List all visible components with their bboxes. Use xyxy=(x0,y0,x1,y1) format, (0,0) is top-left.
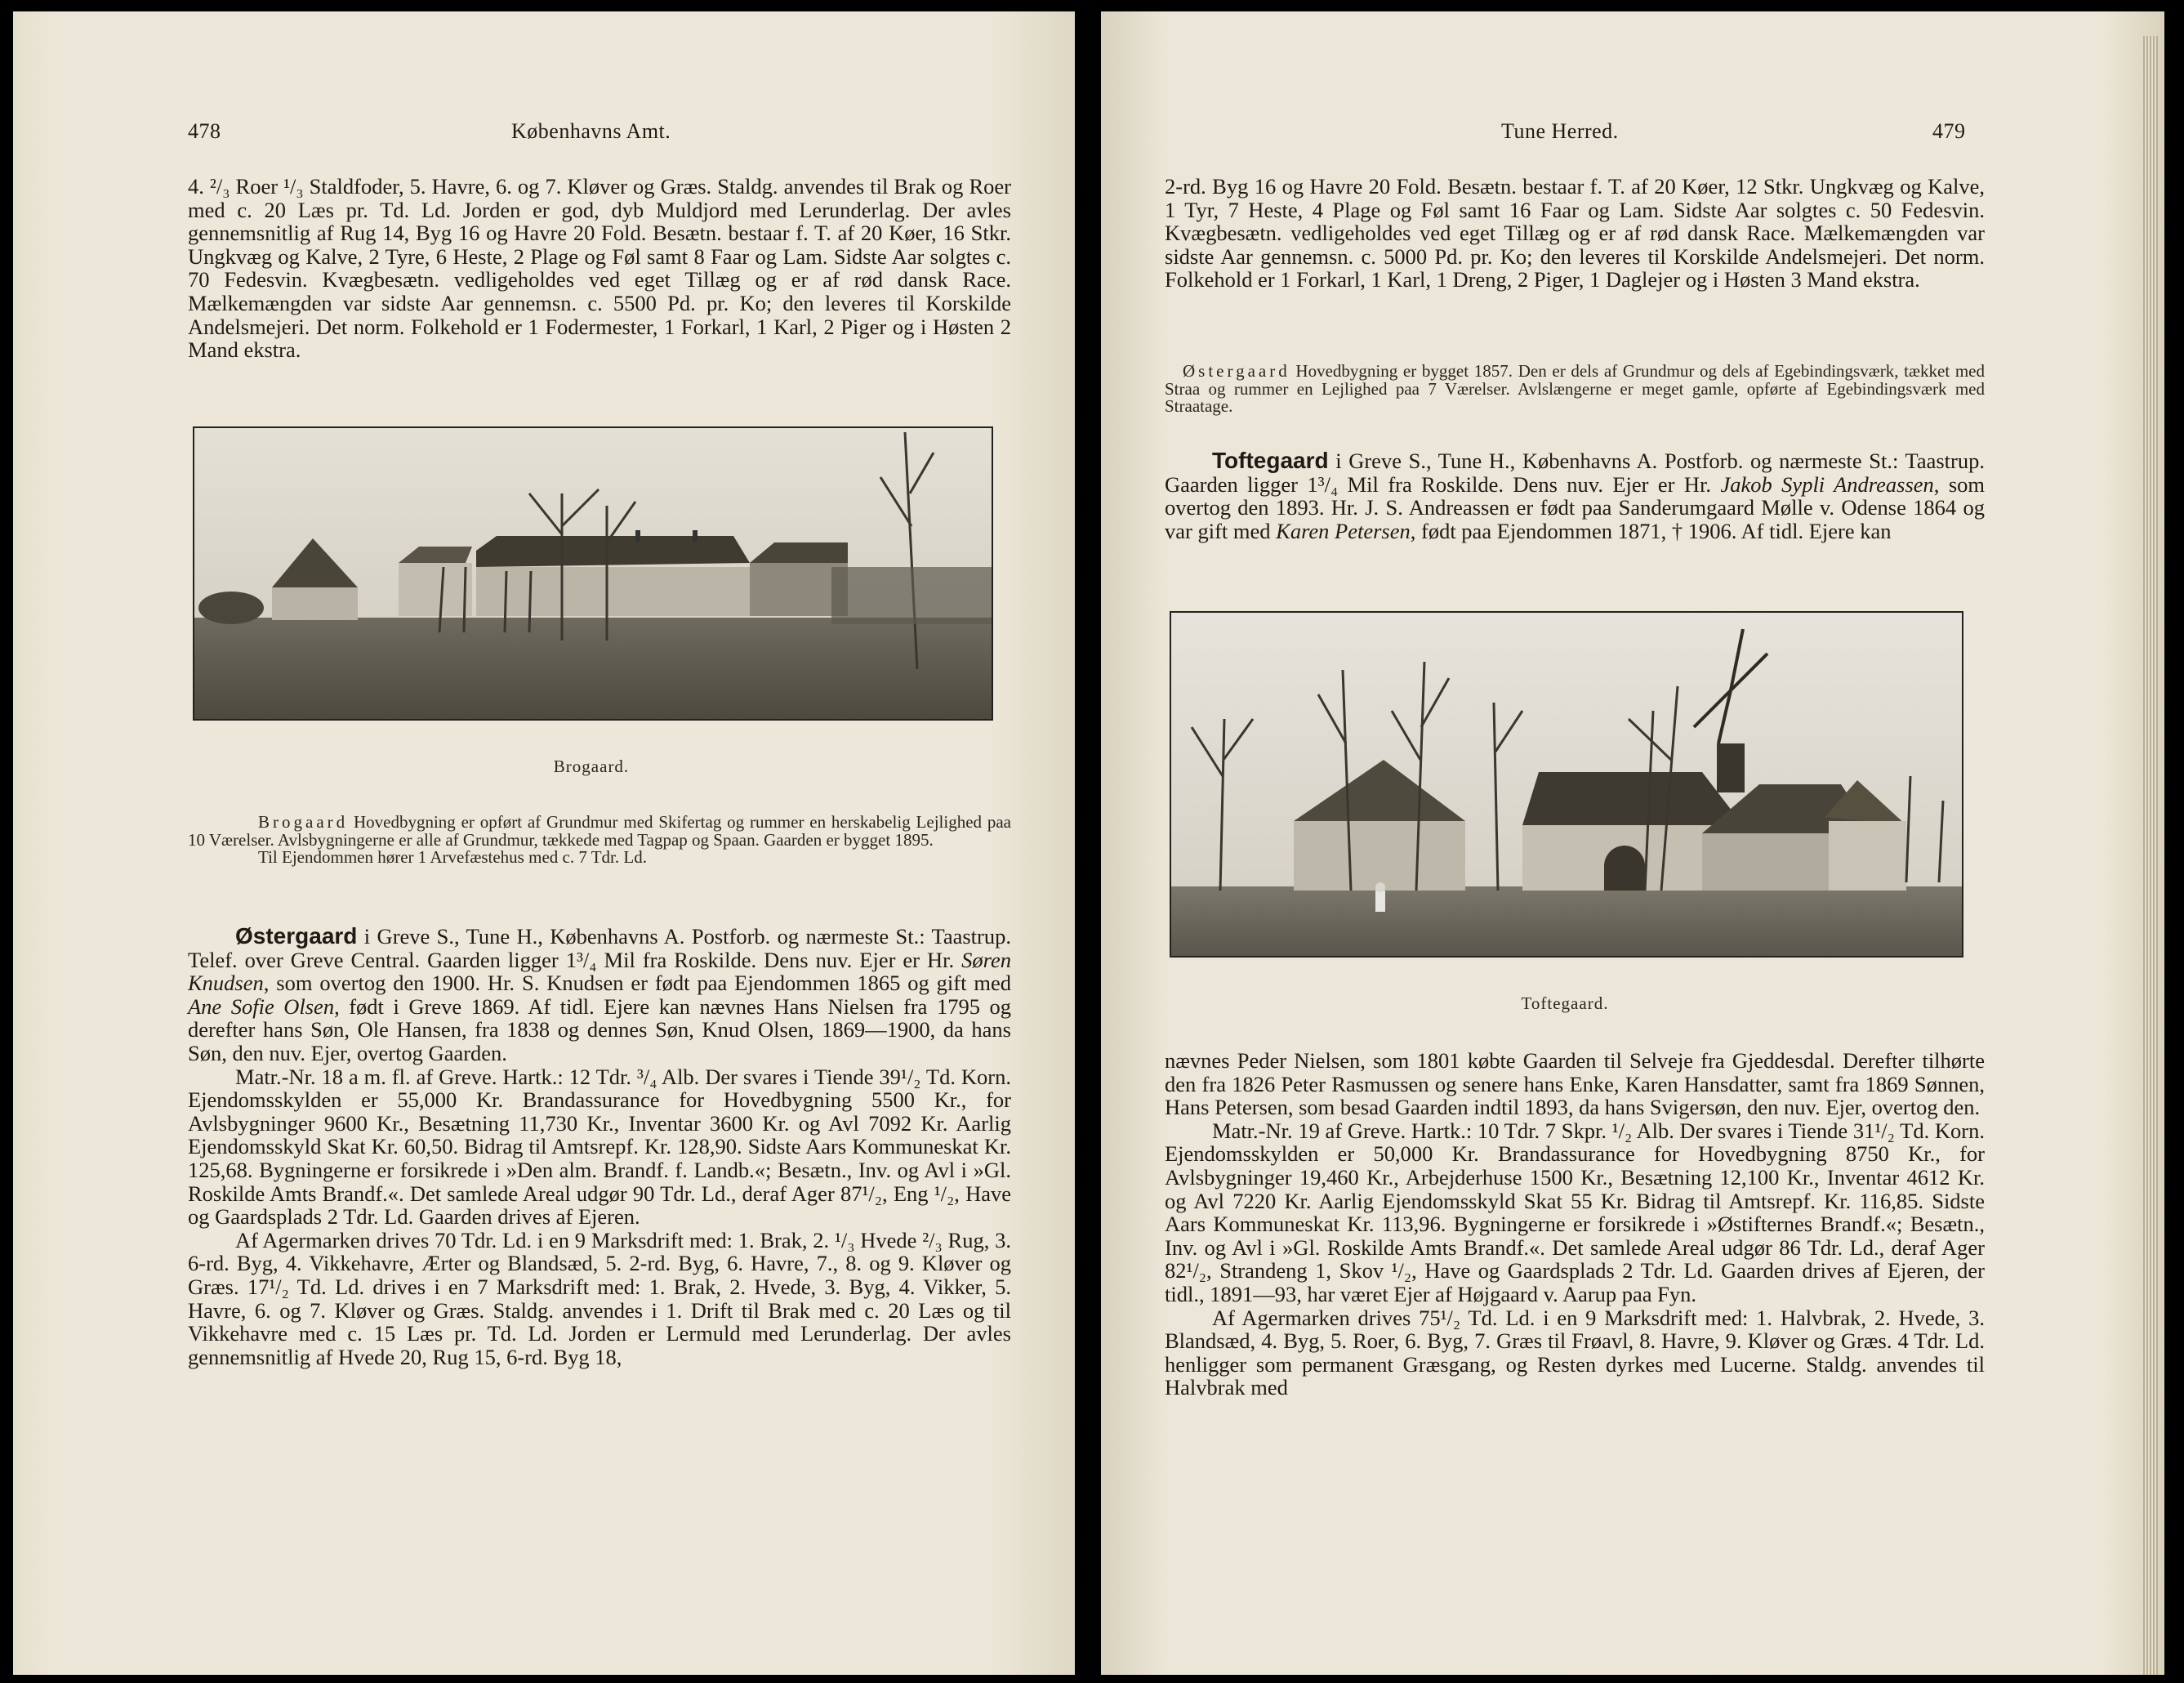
brogaard-photo xyxy=(193,426,993,721)
agermark-paragraph: Af Agermarken drives 70 Tdr. Ld. i en 9 Marksdrift med: 1. Brak, 2. ¹/₃ Hvede ²/₃ Rug, 3. 6-rd. Byg, 4. Vikkehavre, Ærter og Blandsæd, 5. 2-rd. Byg, 6. Havre, 7., 8. og 9. Kløver og Græs. 17¹/₂ Td. Ld. drives i en 7 Marksdrift med: 1. Brak, 2. Hvede, 3. Byg, 4. Vikker, 5. Havre, 6. og 7. Kløver og Græs. Staldg. anvendes i 1. Drift til Brak med c. 20 Læs og til Vikkehavre med c. 15 Læs pr. Td. Ld. Jorden er Lermuld med Lerunderlag. Der avles gennemsnitlig af Hvede 20, Rug 15, 6-rd. Byg 18, xyxy=(188,1227,1011,1369)
matr-paragraph: Matr.-Nr. 18 a m. fl. af Greve. Hartk.: 12 Tdr. ³/₄ Alb. Der svares i Tiende 39¹/₂ Td. Korn. Ejendomsskylden er 55,000 Kr. Brandassurance for Hovedbygning 5500 Kr., for Avlsbygninger 9600 Kr., Besætning 11,730 Kr., Inventar 3600 Kr. og Avl 7092 Kr. Aarlig Ejendomsskyld Skat Kr. 60,50. Bidrag til Amtsrepf. Kr. 128,90. Sidste Aars Kommuneskat Kr. 125,68. Bygningerne er forsikrede i »Den alm. Brandf. f. Landb.«; Besætn., Inv. og Avl i »Gl. Roskilde Amts Brandf.«. Det samlede Areal udgør 90 Tdr. Ld., deraf Ager 87¹/₂, Eng ¹/₂, Have og Gaardsplads 2 Tdr. Ld. Gaarden drives af Ejeren. xyxy=(188,1064,1011,1230)
entry-name: Østergaard xyxy=(235,923,358,949)
photo-caption: Brogaard. xyxy=(553,757,630,776)
entry-toftegaard-head: Toftegaard i Greve S., Tune H., Københavns A. Postforb. og nærmeste St.: Taastrup. Gaarden ligger 1³/₄ Mil fra Roskilde. Dens nuv. Ejer er Hr. Jakob Sypli Andreassen, som overtog den 1893. Hr. J. S. Andreassen er født paa Sanderumgaard Mølle v. Odense 1864 og var gift med Karen Petersen, født paa Ejendommen 1871, † 1906. Af tidl. Ejere kan xyxy=(1165,448,1986,543)
page-number: 479 xyxy=(1932,119,1966,143)
matr-paragraph: Matr.-Nr. 19 af Greve. Hartk.: 10 Tdr. 7 Skpr. ¹/₂ Alb. Der svares i Tiende 31¹/₂ Td. Korn. Ejendomsskylden er 50,000 Kr. Brandassurance for Hovedbygning 8750 Kr., for Avlsbygninger 19,460 Kr., Arbejderhuse 1500 Kr., Besætning 12,100 Kr., Inventar 4612 Kr. og Avl 7220 Kr. Aarlig Ejendomsskyld Skat 55 Kr. Bidrag til Amtsrepf. Kr. 116,85. Sidste Aars Kommuneskat Kr. 113,96. Bygningerne er forsikrede i »Østifternes Brandf.«; Besætn., Inv. og Avl i »Gl. Roskilde Amts Brandf.«. Det samlede Areal udgør 86 Tdr. Ld., deraf Ager 82¹/₂, Strandeng 1, Skov ¹/₂, Have og Gaardsplads 2 Tdr. Ld. Gaarden drives af Ejeren, der tidl., 1891—93, har været Ejer af Højgaard v. Aarup paa Fyn. xyxy=(1165,1118,1985,1306)
intro-paragraph: 4. ²/₃ Roer ¹/₃ Staldfoder, 5. Havre, 6. og 7. Kløver og Græs. Staldg. anvendes til Brak og Roer med c. 20 Læs pr. Td. Ld. Jorden er god, dyb Muldjord med Lerunderlag. Der avles gennemsnitlig af Rug 14, Byg 16 og Havre 20 Fold. Besætn. bestaar f. T. af 20 Køer, 16 Stkr. Ungkvæg og Kalve, 2 Tyre, 6 Heste, 2 Plage og Føl samt 8 Faar og Lam. Sidste Aar solgtes c. 70 Fedesvin. Kvægbesætn. vedligeholdes ved eget Tillæg og er af rød dansk Race. Mælkemængden var sidste Aar gennemsn. c. 5500 Pd. pr. Ko; den leveres til Korskilde Andelsmejeri. Det norm. Folkehold er 1 Fodermester, 1 Forkarl, 1 Karl, 2 Piger og i Høsten 2 Mand ekstra. xyxy=(188,174,1011,363)
building-note: Østergaard Hovedbygning er bygget 1857. Den er dels af Grundmur og dels af Egebindingsværk, tækket med Straa og rummer en Lejlighed paa 7 Værelser. Avlslængerne er meget gamle, opførte af Egebindingsværk med Straatage. xyxy=(1165,361,1985,416)
photo-note: Brogaard Hovedbygning er opført af Grundmur med Skifertag og rummer en herskabelig Lejlighed paa 10 Værelser. Avlsbygningerne er alle af Grundmur, tækkede med Tagpap og Spaan. Gaarden er bygget 1895. Til Ejendommen hører 1 Arvefæstehus med c. 7 Tdr. Ld. xyxy=(188,812,1011,867)
owner-name: Søren Knudsen xyxy=(188,947,1011,996)
page-number: 478 xyxy=(188,119,221,143)
entry-toftegaard-body xyxy=(1165,1049,1985,1400)
running-head: Tune Herred. xyxy=(1501,119,1619,143)
note-spaced-name: Brogaard xyxy=(258,812,349,832)
page-edge xyxy=(2143,36,2158,1675)
entry-ostergaard: Østergaard i Greve S., Tune H., Københavns A. Postforb. og nærmeste St.: Taastrup. Telef. over Greve Central. Gaarden ligger 1³/₄ Mil fra Roskilde. Dens nuv. Ejer er Hr. Søren Knudsen, som overtog den 1900. Hr. S. Knudsen er født paa Ejendommen 1865 og gift med Ane Sofie Olsen, født i Greve 1869. Af tidl. Ejere kan nævnes Hans Nielsen fra 1795 og derefter hans Søn, Ole Hansen, fra 1838 og dennes Søn, Knud Olsen, 1869—1900, da hans Søn, den nuv. Ejer, overtog Gaarden. Matr.-Nr. 18 a m. fl. af Greve. Hartk.: 12 Tdr. ³/₄ Alb. Der svares i Tiende 39¹/₂ Td. Korn. Ejendomsskylden er 55,000 Kr. Brandassurance for Hovedbygning 5500 Kr., for Avlsbygninger 9600 Kr., Besætning 11,730 Kr., Inventar 3600 Kr. og Avl 7092 Kr. Aarlig Ejendomsskyld Skat Kr. 60,50. Bidrag til Amtsrepf. Kr. 128,90. Sidste Aars Kommuneskat Kr. 125,68. Bygningerne er forsikrede i »Den alm. Brandf. f. Landb.«; Besætn., Inv. og Avl i »Gl. Roskilde Amts Brandf.«. Det samlede Areal udgør 90 Tdr. Ld., deraf Ager 87¹/₂, Eng ¹/₂, Have og Gaardsplads 2 Tdr. Ld. Gaarden drives af Ejeren. Af Agermarken drives 70 Tdr. Ld. i en 9 Marksdrift med: 1. Brak, 2. ¹/₃ Hvede ²/₃ Rug, 3. 6-rd. Byg, 4. Vikkehavre, Ærter og Blandsæd, 5. 2-rd. Byg, 6. Havre, 7., 8. og 9. Kløver og Græs. 17¹/₂ Td. Ld. drives i en 7 Marksdrift med: 1. Brak, 2. Hvede, 3. Byg, 4. Vikker, 5. Havre, 6. og 7. Kløver og Græs. Staldg. anvendes i 1. Drift til Brak med c. 20 Læs og til Vikkehavre med c. 15 Læs pr. Td. Ld. Jorden er Lermuld med Lerunderlag. Der avles gennemsnitlig af Hvede 20, Rug 15, 6-rd. Byg 18, xyxy=(188,923,1011,1369)
left-page xyxy=(13,11,1075,1675)
photo-caption: Toftegaard. xyxy=(1521,993,1609,1013)
wife-name: Karen Petersen xyxy=(1276,518,1411,543)
entry-name: Toftegaard xyxy=(1212,448,1329,473)
owner-name: Jakob Sypli Andreassen xyxy=(1720,471,1934,497)
agermark-paragraph: Af Agermarken drives 75¹/₂ Td. Ld. i en 9 Marksdrift med: 1. Halvbrak, 2. Hvede, 3. Blandsæd, 4. Byg, 5. Roer, 6. Byg, 7. Græs til Frøavl, 8. Havre, 9. Kløver og Græs. 4 Tdr. Ld. henligger som permanent Græsgang, og Resten dyrkes med Lucerne. Staldg. anvendes til Halvbrak med xyxy=(1165,1305,1985,1400)
intro-paragraph: 2-rd. Byg 16 og Havre 20 Fold. Besætn. bestaar f. T. af 20 Køer, 12 Stkr. Ungkvæg og Kalve, 1 Tyr, 7 Heste, 4 Plage og Føl samt 16 Faar og Lam. Sidste Aar solgtes c. 50 Fedesvin. Kvægbesætn. vedligeholdes ved eget Tillæg og er af rød dansk Race. Mælkemængden var sidste Aar gennemsn. c. 5000 Pd. pr. Ko; den leveres til Korskilde Andelsmejeri. Det norm. Folkehold er 1 Forkarl, 1 Karl, 1 Dreng, 2 Piger, 1 Daglejer og i Høsten 3 Mand ekstra. xyxy=(1165,174,1985,292)
note-spaced-name: Østergaard xyxy=(1183,361,1290,381)
running-head: Københavns Amt. xyxy=(511,119,671,143)
continuation-paragraph: nævnes Peder Nielsen, som 1801 købte Gaarden til Selveje fra Gjeddesdal. Derefter tilhørte den fra 1826 Peter Rasmussen og senere hans Enke, Karen Hansdatter, samt fra 1869 Sønnen, Hans Petersen, som besad Gaarden indtil 1893, da hans Svigersøn, den nuv. Ejer, overtog den. xyxy=(1165,1048,1985,1120)
wife-name: Ane Sofie Olsen xyxy=(188,993,335,1019)
right-page xyxy=(1101,11,2164,1675)
toftegaard-photo xyxy=(1170,611,1963,958)
